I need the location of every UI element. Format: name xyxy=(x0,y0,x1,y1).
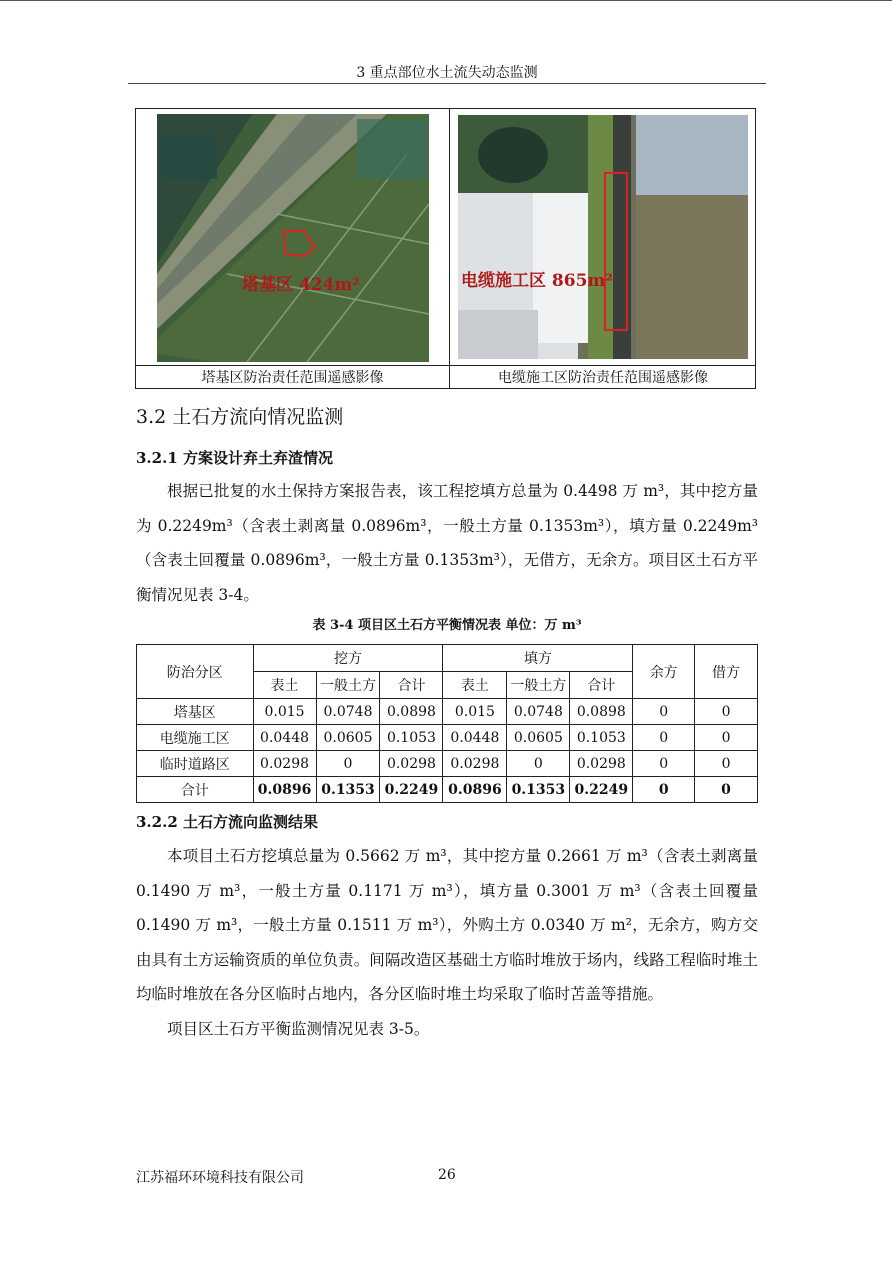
table-cell: 0 xyxy=(695,725,758,751)
fill-topsoil-header: 表土 xyxy=(443,672,507,699)
table-cell: 0 xyxy=(633,777,695,803)
table-cell: 0.1053 xyxy=(380,725,443,751)
footer-company: 江苏福环环境科技有限公司 xyxy=(136,1170,304,1186)
col-zone-header: 防治分区 xyxy=(137,645,254,699)
table-cell: 0.0605 xyxy=(316,725,380,751)
table-cell: 0.0896 xyxy=(443,777,507,803)
table-cell: 0.0298 xyxy=(570,751,633,777)
table-cell: 0.0448 xyxy=(253,725,316,751)
col-surplus-header: 余方 xyxy=(633,645,695,699)
subsection-heading-2: 3.2.2 土石方流向监测结果 xyxy=(136,813,318,831)
table-cell: 0.0898 xyxy=(380,699,443,725)
table-cell: 0 xyxy=(695,699,758,725)
table-total-row xyxy=(137,777,758,803)
earthwork-balance-table xyxy=(136,644,758,803)
table-cell: 0.0896 xyxy=(253,777,316,803)
monitoring-paragraph xyxy=(136,839,758,1046)
tower-area-image-drawing xyxy=(157,114,429,362)
excavation-group-header: 挖方 xyxy=(253,645,443,672)
tower-area-satellite-image xyxy=(157,114,429,362)
caption-divider xyxy=(136,365,755,366)
top-border xyxy=(0,0,892,1)
cable-area-caption: 电缆施工区防治责任范围遥感影像 xyxy=(498,370,708,386)
figure-table xyxy=(135,108,756,389)
table-cell: 0 xyxy=(633,751,695,777)
excavation-topsoil-header: 表土 xyxy=(253,672,316,699)
fill-total-header: 合计 xyxy=(570,672,633,699)
monitoring-paragraph-text: 本项目土石方挖填总量为 0.5662 万 m³，其中挖方量 0.2661 万 m³（含表土剥离量 0.1490 万 m³，一般土方量 0.1171 万 m³），填方量 0.3001 万 m³（含表土回覆量 0.1490 万 m³，一般土方量 0.1511 万 m³），外购土方 0.0340 万 m²，无余方，购方交由具有土方运输资质的单位负责。间隔改造区基础土方临时堆放于场内，线路工程临时堆土均临时堆放在各分区临时占地内，各分区临时堆土均采取了临时苫盖等措施。 xyxy=(136,847,758,1003)
design-paragraph xyxy=(136,474,758,612)
table-cell: 0.0298 xyxy=(443,751,507,777)
table-cell: 塔基区 xyxy=(137,699,254,725)
table-cell: 临时道路区 xyxy=(137,751,254,777)
table-cell: 0.2249 xyxy=(380,777,443,803)
tower-area-label: 塔基区 424m² xyxy=(242,275,360,295)
table-cell: 0 xyxy=(695,777,758,803)
table-cell: 0.1353 xyxy=(316,777,380,803)
figure-divider xyxy=(449,109,450,388)
fill-general-header: 一般土方 xyxy=(507,672,570,699)
table-cell: 0.0298 xyxy=(253,751,316,777)
table-caption: 表 3-4 项目区土石方平衡情况表 单位：万 m³ xyxy=(312,618,582,633)
table-cell: 0.1353 xyxy=(507,777,570,803)
section-heading: 3.2 土石方流向情况监测 xyxy=(136,406,344,428)
table-row xyxy=(137,751,758,777)
monitoring-paragraph-ref: 项目区土石方平衡监测情况见表 3-5。 xyxy=(167,1019,430,1038)
table-cell: 0 xyxy=(633,725,695,751)
cable-area-image-drawing xyxy=(458,115,748,359)
table-cell: 0.015 xyxy=(253,699,316,725)
fill-group-header: 填方 xyxy=(443,645,633,672)
table-cell: 电缆施工区 xyxy=(137,725,254,751)
excavation-general-header: 一般土方 xyxy=(316,672,380,699)
table-cell: 0.0748 xyxy=(316,699,380,725)
table-cell: 合计 xyxy=(137,777,254,803)
col-borrow-header: 借方 xyxy=(695,645,758,699)
table-row xyxy=(137,699,758,725)
table-row xyxy=(137,725,758,751)
table-cell: 0 xyxy=(695,751,758,777)
table-cell: 0 xyxy=(507,751,570,777)
table-cell: 0.0898 xyxy=(570,699,633,725)
table-cell: 0.0448 xyxy=(443,725,507,751)
running-header: 3 重点部位水土流失动态监测 xyxy=(356,65,538,81)
tower-area-caption: 塔基区防治责任范围遥感影像 xyxy=(201,370,384,386)
table-cell: 0.0298 xyxy=(380,751,443,777)
table-cell: 0.0605 xyxy=(507,725,570,751)
table-cell: 0.0748 xyxy=(507,699,570,725)
table-cell: 0.2249 xyxy=(570,777,633,803)
excavation-total-header: 合计 xyxy=(380,672,443,699)
subsection-heading-1: 3.2.1 方案设计弃土弃渣情况 xyxy=(136,449,333,467)
cable-area-satellite-image xyxy=(458,115,748,359)
cable-area-label: 电缆施工区 865m² xyxy=(461,271,613,291)
page-number: 26 xyxy=(438,1167,456,1183)
table-cell: 0.015 xyxy=(443,699,507,725)
table-cell: 0 xyxy=(633,699,695,725)
design-paragraph-text: 根据已批复的水土保持方案报告表，该工程挖填方总量为 0.4498 万 m³，其中挖方量为 0.2249m³（含表土剥离量 0.0896m³，一般土方量 0.1353m³），填方量 0.2249m³（含表土回覆量 0.0896m³，一般土方量 0.1353m³），无借方，无余方。项目区土石方平衡情况见表 3-4。 xyxy=(136,482,758,604)
table-cell: 0.1053 xyxy=(570,725,633,751)
header-rule xyxy=(128,83,766,84)
table-cell: 0 xyxy=(316,751,380,777)
